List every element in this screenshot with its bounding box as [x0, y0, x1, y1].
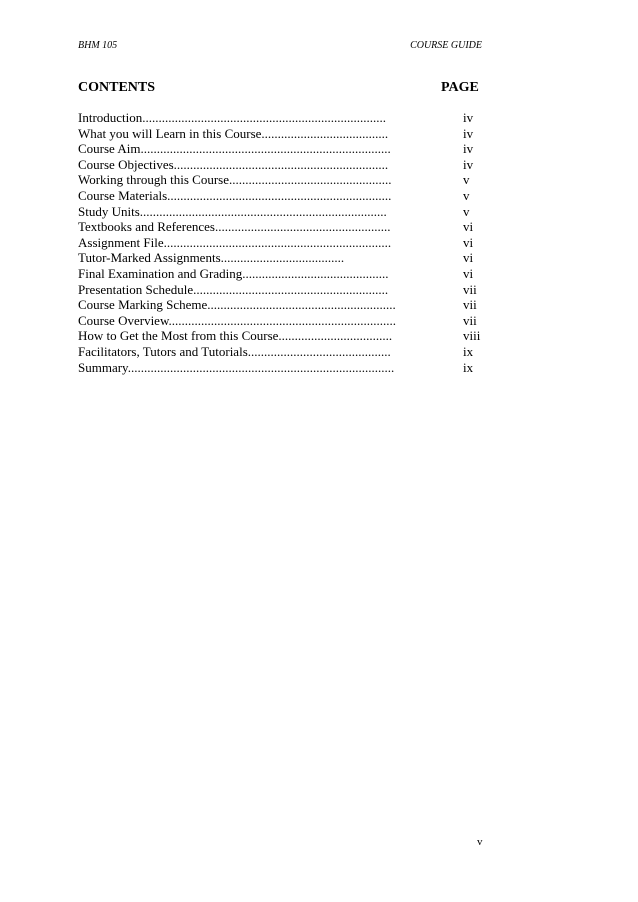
toc-row	[78, 235, 488, 251]
toc-entry-title: Introduction...........................................................................	[78, 110, 387, 125]
toc-entry-page: viii	[463, 328, 481, 344]
toc-entry-title: Final Examination and Grading.............................................	[78, 265, 389, 281]
toc-entry-title: Assignment File......................................................................	[78, 234, 392, 250]
toc-row	[78, 297, 488, 313]
toc-entry-title: Course Materials.....................................................................	[78, 187, 392, 203]
toc-entry-title: How to Get the Most from this Course...................................	[78, 328, 393, 344]
toc-entry-page: v	[463, 203, 470, 219]
contents-heading: CONTENTS	[78, 80, 156, 95]
toc-row	[78, 188, 488, 204]
toc-entry-title: Course Objectives..................................................................	[78, 156, 389, 172]
page-number: v	[477, 836, 483, 848]
toc-entry-page: v	[463, 172, 470, 188]
toc-row	[78, 282, 488, 298]
toc-entry-page: iv	[463, 156, 474, 172]
toc-entry-title: Course Aim.............................................................................	[78, 141, 391, 157]
toc-entry-title: Study Units............................................................................	[78, 203, 387, 219]
toc-entry-page: ix	[463, 359, 474, 375]
toc-entry-title: What you will Learn in this Course.......................................	[78, 125, 389, 141]
toc-entry-page: vi	[463, 219, 474, 235]
document-type: COURSE GUIDE	[410, 40, 482, 51]
toc-row	[78, 204, 488, 220]
toc-row	[78, 250, 488, 266]
toc-entry-page: v	[463, 187, 470, 203]
toc-row	[78, 110, 488, 126]
toc-entry-title: Course Overview......................................................................	[78, 312, 396, 328]
page-column-heading: PAGE	[441, 80, 479, 95]
toc-row	[78, 360, 488, 376]
toc-row	[78, 157, 488, 173]
toc-entry-title: Course Marking Scheme..........................................................	[78, 297, 396, 313]
toc-entry-page: iv	[463, 110, 474, 125]
toc-row	[78, 266, 488, 282]
toc-entry-title: Tutor-Marked Assignments......................................	[78, 250, 345, 266]
toc-row	[78, 328, 488, 344]
toc-entry-page: vi	[463, 234, 474, 250]
toc-entry-title: Presentation Schedule............................................................	[78, 281, 389, 297]
toc-row	[78, 313, 488, 329]
running-header	[78, 40, 482, 54]
toc-entry-title: Textbooks and References......................................................	[78, 219, 391, 235]
toc-entry-page: ix	[463, 343, 474, 359]
course-code: BHM 105	[78, 40, 118, 51]
toc-entry-page: iv	[463, 125, 474, 141]
toc-entry-page: vii	[463, 312, 477, 328]
toc-entry-page: vii	[463, 297, 477, 313]
toc-row	[78, 344, 488, 360]
toc-entry-page: iv	[463, 141, 474, 157]
toc-entry-page: vi	[463, 265, 474, 281]
toc-entry-page: vii	[463, 281, 477, 297]
toc-entry-title: Facilitators, Tutors and Tutorials............................................	[78, 343, 391, 359]
toc-row	[78, 219, 488, 235]
toc-entry-page: vi	[463, 250, 474, 266]
toc-row	[78, 172, 488, 188]
table-of-contents	[78, 110, 488, 375]
toc-entry-title: Working through this Course..................................................	[78, 172, 392, 188]
toc-row	[78, 126, 488, 142]
toc-entry-title: Summary..................................................................................	[78, 359, 395, 375]
toc-row	[78, 141, 488, 157]
